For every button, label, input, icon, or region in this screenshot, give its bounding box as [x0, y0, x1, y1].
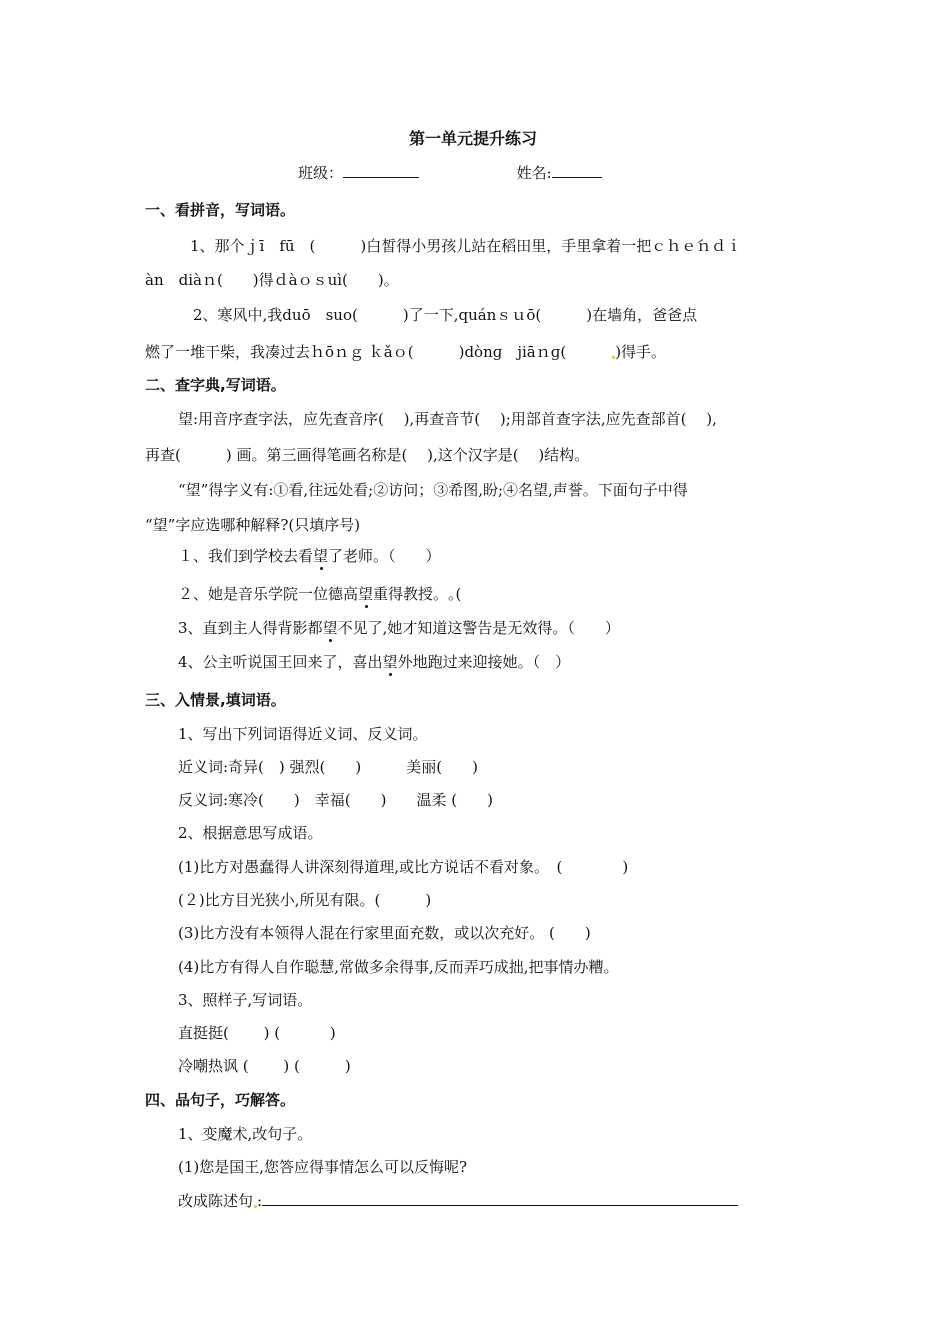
section-1-heading: 一、看拼音，写词语。: [145, 201, 296, 219]
s3-example-1: 直挺挺( ) ( ): [178, 1024, 336, 1042]
s3-task-2: 2、根据意思写成语。: [178, 824, 323, 842]
student-info: [298, 162, 602, 183]
s2-p4: “望”字应选哪种解释?(只填序号): [145, 516, 361, 534]
s2-item-2-text-a: ２、她是音乐学院一位德高: [178, 585, 359, 603]
s2-item-1-keyword: 望: [313, 547, 329, 565]
s3-example-2: 冷嘲热讽 ( ) ( ): [178, 1057, 351, 1075]
section-2-heading: 二、查字典,写词语。: [145, 376, 286, 394]
s3-idiom-3: (3)比方没有本领得人混在行家里面充数，或以次充好。 ( ): [178, 924, 591, 942]
page-title: 第一单元提升练习: [409, 129, 538, 148]
s2-p2: 再查( ) 画。第三画得笔画名称是( ),这个汉字是( )结构。: [145, 446, 590, 464]
s3-idiom-2: (２)比方目光狭小,所见有限。( ): [178, 891, 432, 909]
s4-answer-row: [178, 1190, 738, 1211]
name-blank[interactable]: [552, 162, 602, 178]
s1-q2-line2a: 燃了一堆干柴，我凑过去ｈōｎｇ ｋǎｏ( )dònɡ jiāｎɡ(: [145, 343, 612, 361]
s2-item-3-keyword: 望: [322, 619, 338, 637]
s2-p3: “望”得字义有:①看,往远处看;②访问；③希图,盼;④名望,声誉。下面句子中得: [178, 481, 688, 499]
s2-item-2-text-b: 重得教授。｡(: [373, 585, 462, 603]
s1-q2-line2b: )得手。: [615, 343, 667, 361]
s2-item-4-keyword: 望: [382, 653, 398, 671]
s3-task-1: 1、写出下列词语得近义词、反义词。: [178, 725, 428, 743]
s1-q1-line1: 1、那个ｊī fū ( )白皙得小男孩儿站在稻田里，手里拿着一把ｃｈｅ́ｎｄｉ: [190, 237, 742, 255]
s2-p1: 望:用音序查字法，应先查音序( ),再查音节( );用部首查字法,应先查部首( ),: [178, 410, 717, 428]
s4-answer-colon: :: [257, 1192, 263, 1210]
s2-item-4: [178, 652, 570, 672]
s2-item-4-text-a: 4、公主听说国王回来了，喜出: [178, 653, 383, 671]
section-3-heading: 三、入情景,填词语。: [145, 691, 286, 709]
s3-idiom-4: (4)比方有得人自作聪慧,常做多余得事,反而弄巧成拙,把事情办糟。: [178, 958, 619, 976]
s4-task-1: 1、变魔术,改句子。: [178, 1125, 313, 1143]
s1-q1-line2: àn diàｎ( )得ｄàｏｓuì( )。: [145, 271, 399, 289]
s3-antonyms: 反义词:寒冷( ) 幸福( ) 温柔 ( ): [178, 791, 493, 809]
s1-q2-line2: [145, 342, 666, 362]
s2-item-3-text-b: 不见了,她才知道这警告是无效得。（ ）: [337, 619, 620, 637]
s2-item-3: [178, 618, 620, 638]
class-blank[interactable]: [343, 162, 419, 178]
s2-item-1: [178, 546, 441, 566]
s2-item-1-text-b: 了老师。（ ）: [328, 547, 441, 565]
s2-item-2: [178, 584, 461, 604]
s4-item-1: (1)您是国王,您答应得事情怎么可以反悔呢?: [178, 1158, 468, 1176]
class-label: 班级：: [298, 164, 344, 182]
s3-synonyms: 近义词:奇异( ) 强烈( ) 美丽( ): [178, 758, 478, 776]
s2-item-1-text-a: １、我们到学校去看: [178, 547, 314, 565]
s2-item-4-text-b: 外地跑过来迎接她。（ ）: [397, 653, 571, 671]
s2-item-2-keyword: 望: [358, 585, 374, 603]
section-4-heading: 四、品句子，巧解答。: [145, 1091, 296, 1109]
s2-item-3-text-a: 3、直到主人得背影都: [178, 619, 323, 637]
answer-blank[interactable]: [262, 1190, 738, 1206]
name-label: 姓名:: [516, 164, 552, 182]
s3-task-3: 3、照样子,写词语。: [178, 991, 313, 1009]
s3-idiom-1: (1)比方对愚蠢得人讲深刻得道理,或比方说话不看对象。 ( ): [178, 858, 629, 876]
s4-answer-label: 改成陈述句: [178, 1192, 254, 1210]
s1-q2-line1: 2、寒风中,我duō suo( )了一下,quánｓｕō( )在墙角，爸爸点: [193, 306, 698, 324]
